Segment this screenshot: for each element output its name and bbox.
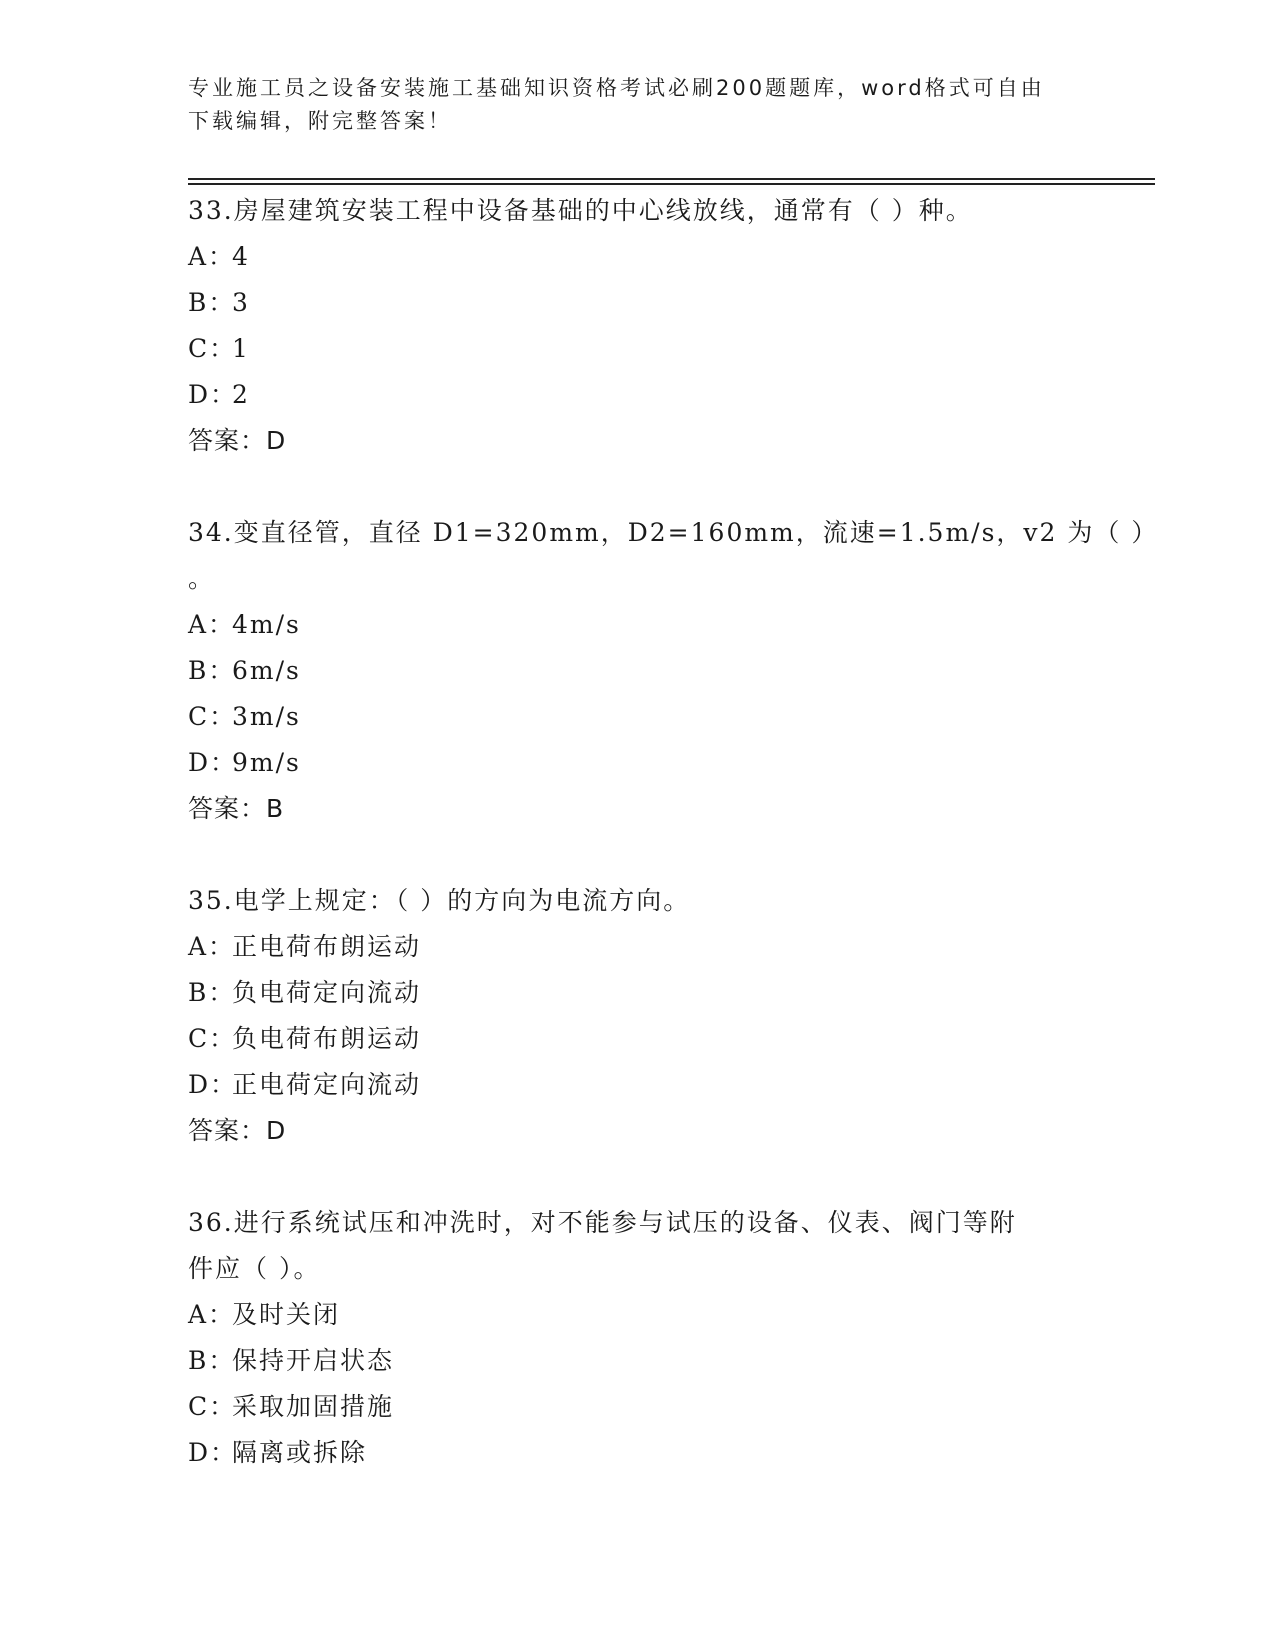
option-c <box>188 1384 1088 1430</box>
answer-text: 答案：D <box>188 426 287 455</box>
document-header <box>188 72 1088 138</box>
option-text: 9m/s <box>232 748 301 777</box>
option-b <box>188 648 1088 694</box>
header-line-1: 专业施工员之设备安装施工基础知识资格考试必刷200题题库，word格式可自由 <box>188 76 1045 100</box>
option-text: 采取加固措施 <box>232 1392 395 1421</box>
spacer <box>188 464 1088 510</box>
question-block <box>188 878 1088 1154</box>
answer-text: 答案：D <box>188 1116 287 1145</box>
question-block <box>188 1200 1088 1476</box>
option-label: A： <box>188 932 236 961</box>
header-divider-top <box>188 178 1155 180</box>
option-text: 3m/s <box>232 702 301 731</box>
option-b <box>188 970 1088 1016</box>
question-text: 36.进行系统试压和冲洗时，对不能参与试压的设备、仪表、阀门等附 <box>188 1208 1017 1237</box>
option-a <box>188 1292 1088 1338</box>
option-a <box>188 234 1088 280</box>
option-text: 保持开启状态 <box>232 1346 395 1375</box>
option-c <box>188 1016 1088 1062</box>
option-d <box>188 1430 1088 1476</box>
question-block <box>188 188 1088 464</box>
header-line-2: 下载编辑，附完整答案！ <box>188 109 452 133</box>
option-c <box>188 326 1088 372</box>
option-label: D： <box>188 380 238 409</box>
option-label: D： <box>188 1438 238 1467</box>
option-a <box>188 924 1088 970</box>
option-label: C： <box>188 1024 237 1053</box>
option-text: 6m/s <box>232 656 301 685</box>
option-label: C： <box>188 1392 237 1421</box>
question-list <box>188 188 1159 1476</box>
option-text: 及时关闭 <box>232 1300 341 1329</box>
option-text: 负电荷定向流动 <box>232 978 422 1007</box>
option-label: A： <box>188 1300 236 1329</box>
header-divider-bottom <box>188 183 1155 185</box>
option-b <box>188 280 1088 326</box>
option-d <box>188 740 1088 786</box>
question-text: 34.变直径管，直径 D1=320mm，D2=160mm，流速=1.5m/s，v2 为（ ） <box>188 518 1159 547</box>
option-label: B： <box>188 656 236 685</box>
question-block <box>188 510 1159 832</box>
option-label: B： <box>188 978 236 1007</box>
option-label: D： <box>188 1070 238 1099</box>
option-a <box>188 602 1088 648</box>
option-text: 3 <box>232 288 250 317</box>
option-text: 1 <box>232 334 250 363</box>
spacer <box>188 832 1088 878</box>
option-label: C： <box>188 702 237 731</box>
option-label: C： <box>188 334 237 363</box>
spacer <box>188 1154 1088 1200</box>
option-label: A： <box>188 610 236 639</box>
option-b <box>188 1338 1088 1384</box>
option-c <box>188 694 1088 740</box>
option-text: 2 <box>232 380 250 409</box>
option-text: 4 <box>232 242 250 271</box>
question-text-continued: 件应（ ）。 <box>188 1254 321 1283</box>
option-text: 负电荷布朗运动 <box>232 1024 422 1053</box>
option-d <box>188 1062 1088 1108</box>
answer-text: 答案：B <box>188 794 285 823</box>
option-label: A： <box>188 242 236 271</box>
option-text: 正电荷定向流动 <box>232 1070 422 1099</box>
option-text: 4m/s <box>232 610 301 639</box>
question-text-continued: 。 <box>188 564 216 593</box>
option-d <box>188 372 1088 418</box>
question-text: 35.电学上规定：（ ）的方向为电流方向。 <box>188 886 691 915</box>
option-text: 隔离或拆除 <box>232 1438 368 1467</box>
option-text: 正电荷布朗运动 <box>232 932 422 961</box>
option-label: B： <box>188 1346 236 1375</box>
option-label: D： <box>188 748 238 777</box>
option-label: B： <box>188 288 236 317</box>
question-text: 33.房屋建筑安装工程中设备基础的中心线放线，通常有（ ）种。 <box>188 196 973 225</box>
